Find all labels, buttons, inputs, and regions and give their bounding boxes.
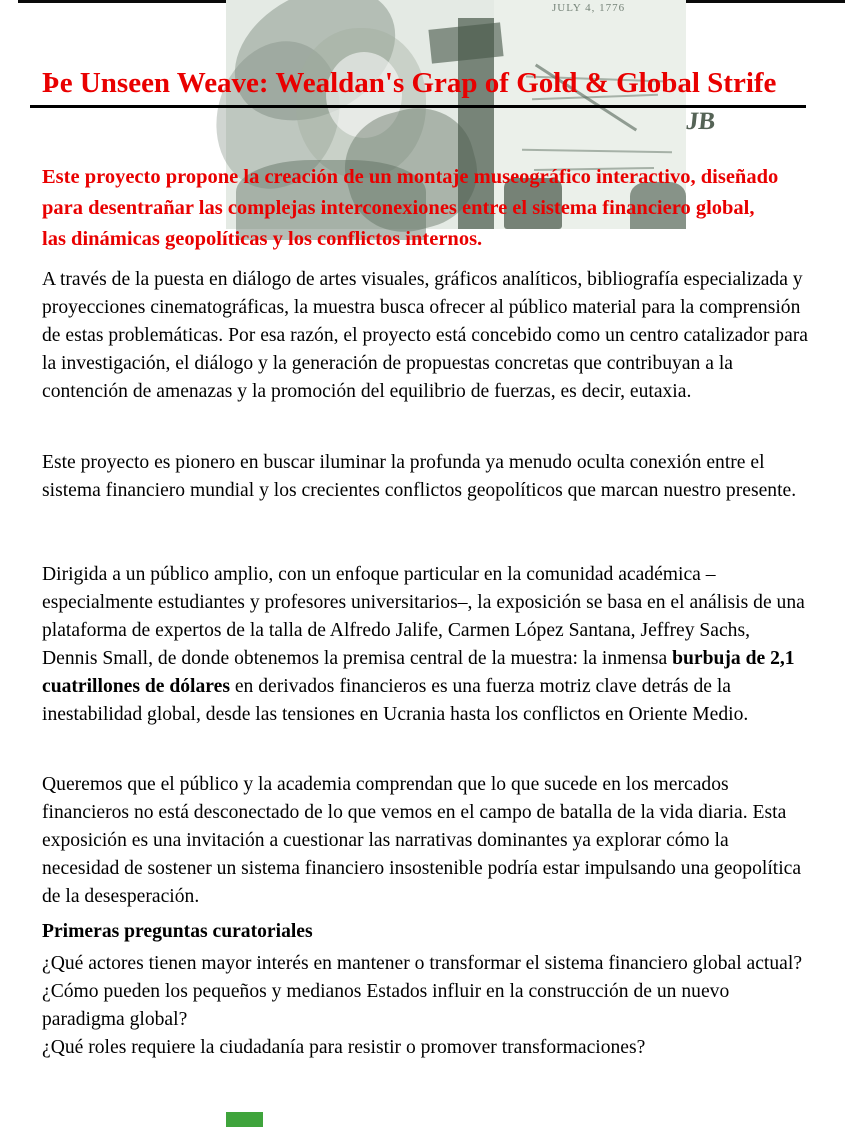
questions-list [42, 950, 808, 1062]
question-item: ¿Qué roles requiere la ciudadanía para resistir o promover transformaciones? [42, 1037, 646, 1058]
body-paragraph-2: Este proyecto es pionero en buscar iluminar la profunda ya menudo oculta conexión entre el sistema financiero mundial y los crecientes conflictos geopolíticos que marcan nuestro presente. [42, 451, 797, 501]
page-title: Þe Unseen Weave: Wealdan's Grap of Gold & Global Strife [42, 67, 777, 100]
question-item: ¿Cómo pueden los pequeños y medianos Estados influir en la construcción de un nuevo paradigma global? [42, 981, 730, 1030]
body-paragraph-4: Queremos que el público y la academia comprendan que lo que sucede en los mercados financieros no está desconectado de lo que vemos en el campo de batalla de la vida diaria. Esta exposición es una invitación a cuestionar las narrativas dominantes ya explorar cómo la necesidad de sostener un sistema financiero insostenible podría estar impulsando una geopolítica de la desesperación. [42, 773, 802, 907]
jb-monogram: JB [684, 108, 717, 135]
question-item: ¿Qué actores tienen mayor interés en mantener o transformar el sistema financiero global actual? [42, 953, 803, 974]
section-heading: Primeras preguntas curatoriales [42, 921, 313, 943]
body-paragraph-1: A través de la puesta en diálogo de artes visuales, gráficos analíticos, bibliografía especializada y proyecciones cinematográficas, la muestra busca ofrecer al público material para la comprensión de estas problemáticas. Por esa razón, el proyecto está concebido como un centro catalizador para la investigación, el diálogo y la generación de propuestas concretas que contribuyan a la contención de amenazas y la promoción del equilibrio de fuerzas, es decir, eutaxia. [42, 268, 809, 402]
paragraph-text: Dirigida a un público amplio, con un enfoque particular en la comunidad académica –especialmente estudiantes y profesores universitarios–, la exposición se basa en el análisis de una plataforma de expertos de la talla de Alfredo Jalife, Carmen López Santana, Jeffrey Sachs, Dennis Small, de donde obtenemos la premisa central de la muestra: la inmensa [42, 563, 805, 669]
title-divider-rule [30, 105, 806, 108]
body-paragraph-3 [42, 561, 808, 729]
bold-key-figure: burbuja de 2,1 cuatrillones de dólares [42, 647, 795, 697]
cropped-image-edge [226, 1112, 263, 1127]
engraving-date-label: JULY 4, 1776 [552, 2, 626, 14]
paragraph-text: en derivados financieros es una fuerza motriz clave detrás de la inestabilidad global, desde las tensiones en Ucrania hasta los conflictos en Oriente Medio. [42, 675, 749, 725]
intro-paragraph: Este proyecto propone la creación de un montaje museográfico interactivo, diseñado para desentrañar las complejas interconexiones entre el sistema financiero global, las dinámicas geopolíticas y los conflictos internos. [42, 165, 779, 250]
